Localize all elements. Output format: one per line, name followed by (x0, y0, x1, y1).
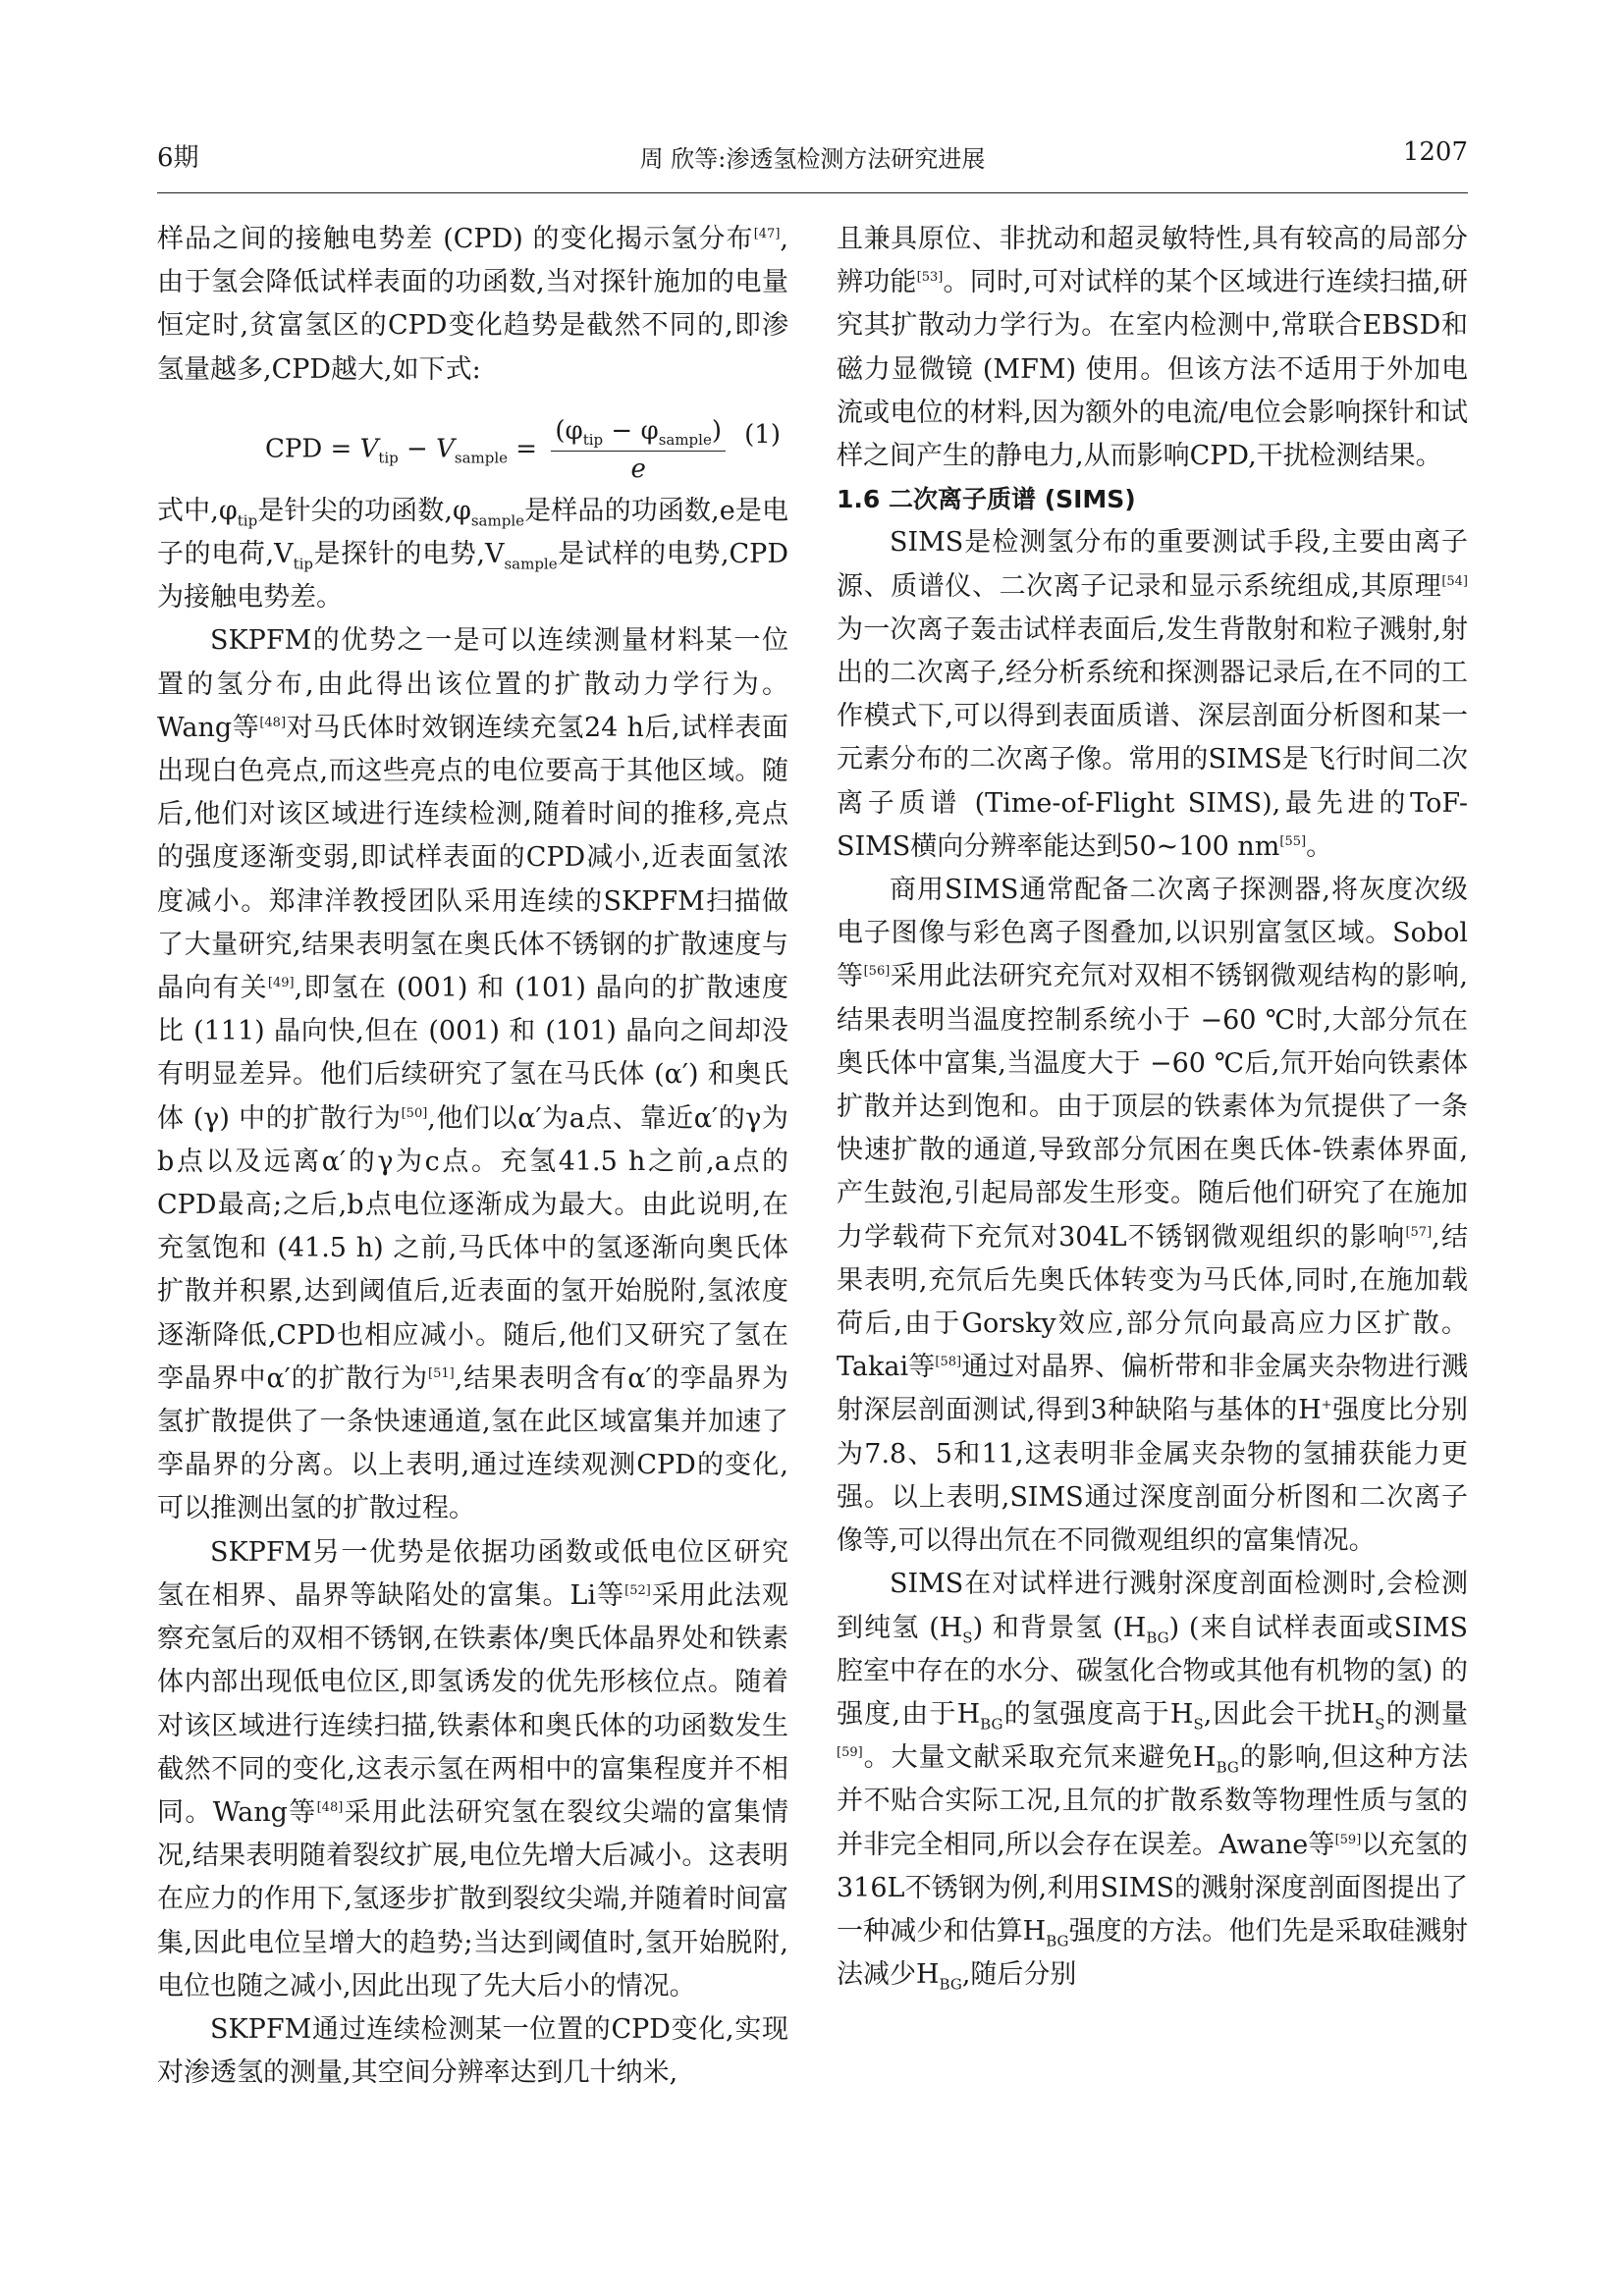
citation: [47] (753, 227, 781, 241)
page-number: 1207 (1402, 137, 1468, 167)
paragraph-skpfm-advantage-1: SKPFM的优势之一是可以连续测量材料某一位置的氢分布,由此得出该位置的扩散动力学行为。Wang等[48]对马氏体时效钢连续充氢24 h后,试样表面出现白色亮点,而这些亮点的电位要高于其他区域。随后,他们对该区域进行连续检测,随着时间的推移,亮点的强度逐渐变弱,即试样表面的CPD减小,近表面氢浓度减小。郑津洋教授团队采用连续的SKPFM扫描做了大量研究,结果表明氢在奥氏体不锈钢的扩散速度与晶向有关[49],即氢在 (001) 和 (101) 晶向的扩散速度比 (111) 晶向快,但在 (001) 和 (101) 晶向之间却没有明显差异。他们后续研究了氢在马氏体 (α′) 和奥氏体 (γ) 中的扩散行为[50],他们以α′为a点、靠近α′的γ为b点以及远离α′的γ为c点。充氢41.5 h之前,a点的CPD最高;之后,b点电位逐渐成为最大。由此说明,在充氢饱和 (41.5 h) 之前,马氏体中的氢逐渐向奥氏体扩散并积累,达到阈值后,近表面的氢开始脱附,氢浓度逐渐降低,CPD也相应减小。随后,他们又研究了氢在孪晶界中α′的扩散行为[51],结果表明含有α′的孪晶界为氢扩散提供了一条快速通道,氢在此区域富集并加速了孪晶界的分离。以上表明,通过连续观测CPD的变化,可以推测出氢的扩散过程。 (157, 625, 789, 1524)
citation: [55] (1279, 833, 1307, 849)
citation: [59] (1334, 1832, 1362, 1847)
citation: [48] (316, 1799, 344, 1815)
equation-1 (157, 392, 788, 490)
equation-formula: CPD = $V_{tip} - V_{sample}$ = $\frac{(\varphi_{tip} - \varphi_{sample})}{e}$ (265, 413, 726, 487)
equation-fraction: $\frac{(\varphi_{tip} - \varphi_{sample})}{e}$ (551, 413, 726, 487)
left-column (157, 218, 788, 2095)
paragraph-sims-commercial: 商用SIMS通常配备二次离子探测器,将灰度次级电子图像与彩色离子图叠加,以识别富氢区域。Sobol等[56]采用此法研究充氘对双相不锈钢微观结构的影响,结果表明当温度控制系统小于 −60 ℃时,大部分氘在奥氏体中富集,当温度大于 −60 ℃后,氘开始向铁素体扩散并达到饱和。由于顶层的铁素体为氘提供了一条快速扩散的通道,导致部分氘困在奥氏体-铁素体界面,产生鼓泡,引起局部发生形变。随后他们研究了在施加力学载荷下充氘对304L不锈钢微观组织的影响[57],结果表明,充氘后先奥氏体转变为马氏体,同时,在施加载荷后,由于Gorsky效应,部分氘向最高应力区扩散。Takai等[58]通过对晶界、偏析带和非金属夹杂物进行溅射深层剖面测试,得到3种缺陷与基体的H+强度比分别为7.8、5和11,这表明非金属夹杂物的氢捕获能力更强。以上表明,SIMS通过深度剖面分析图和二次离子像等,可以得出氘在不同微观组织的富集情况。 (837, 875, 1469, 1557)
right-column (837, 218, 1468, 1997)
citation: [48] (259, 715, 287, 730)
citation: [59] (837, 1745, 863, 1761)
equation-number: (1) (744, 419, 781, 450)
citation: [54] (1441, 573, 1468, 589)
paragraph-cpd-intro: 样品之间的接触电势差 (CPD) 的变化揭示氢分布[47],由于氢会降低试样表面的功函数,当对探针施加的电量恒定时,贫富氢区的CPD变化趋势是截然不同的,即渗氢量越多,CPD越大,如下式: (157, 224, 788, 385)
running-title: 周 欣等:渗透氢检测方法研究进展 (639, 145, 986, 173)
issue-label: 6期 (157, 143, 199, 173)
citation: [49] (267, 976, 295, 991)
citation: [50] (401, 1105, 428, 1121)
page-header (157, 137, 1468, 177)
paragraph-skpfm-continued: 且兼具原位、非扰动和超灵敏特性,具有较高的局部分辨功能[53]。同时,可对试样的某个区域进行连续扫描,研究其扩散动力学行为。在室内检测中,常联合EBSD和磁力显微镜 (MFM) 使用。但该方法不适用于外加电流或电位的材料,因为额外的电流/电位会影响探针和试样之间产生的静电力,从而影响CPD,干扰检测结果。 (837, 224, 1469, 472)
citation: [57] (1405, 1224, 1433, 1240)
citation: [53] (916, 270, 944, 286)
paragraph-skpfm-summary: SKPFM通过连续检测某一位置的CPD变化,实现对渗透氢的测量,其空间分辨率达到几十纳米, (157, 2013, 788, 2089)
paragraph-symbols: 式中$,\varphi_{tip}$是针尖的功函数$,\varphi_{sample}$是样品的功函数,e是电子的电荷$,V_{tip}$是探针的电势$,V_{sample}$是试样的电势,CPD为接触电势差。 (157, 495, 788, 614)
section-heading-sims: 1.6 二次离子质谱 (SIMS) (837, 485, 1136, 514)
citation: [51] (428, 1365, 455, 1381)
citation: [52] (624, 1582, 651, 1598)
citation: [58] (935, 1355, 962, 1370)
header-rule (157, 192, 1468, 193)
paragraph-skpfm-advantage-2: SKPFM另一优势是依据功函数或低电位区研究氢在相界、晶界等缺陷处的富集。Li等[52]采用此法观察充氢后的双相不锈钢,在铁素体/奥氏体晶界处和铁素体内部出现低电位区,即氢诱发的优先形核位点。随着对该区域进行连续扫描,铁素体和奥氏体的功函数发生截然不同的变化,这表示氢在两相中的富集程度并不相同。Wang等[48]采用此法研究氢在裂纹尖端的富集情况,结果表明随着裂纹扩展,电位先增大后减小。这表明在应力的作用下,氢逐步扩散到裂纹尖端,并随着时间富集,因此电位呈增大的趋势;当达到阈值时,氢开始脱附,电位也随之减小,因此出现了先大后小的情况。 (157, 1536, 788, 2002)
citation: [56] (863, 964, 891, 980)
paragraph-sims-principle: SIMS是检测氢分布的重要测试手段,主要由离子源、质谱仪、二次离子记录和显示系统组成,其原理[54]为一次离子轰击试样表面后,发生背散射和粒子溅射,射出的二次离子,经分析系统和探测器记录后,在不同的工作模式下,可以得到表面质谱、深层剖面分析图和某一元素分布的二次离子像。常用的SIMS是飞行时间二次离子质谱 (Time-of-Flight SIMS),最先进的ToF-SIMS横向分辨率能达到50~100 nm[55]。 (837, 527, 1468, 862)
paragraph-sims-depth-profile: SIMS在对试样进行溅射深度剖面检测时,会检测到纯氢 $(H_S)$ 和背景氢 $(H_{BG})$ (来自试样表面或SIMS腔室中存在的水分、碳氢化合物或其他有机物的氢) 的强度,由于$H_{BG}$的氢强度高于$H_S$,因此会干扰$H_S$的测量[59]。大量文献采取充氘来避免$H_{BG}$的影响,但这种方法并不贴合实际工况,且氘的扩散系数等物理性质与氢的并非完全相同,所以会存在误差。Awane等[59]以充氢的316L不锈钢为例,利用SIMS的溅射深度剖面图提出了一种减少和估算$H_{BG}$强度的方法。他们先是采取硅溅射法减少$H_{BG}$,随后分别 (837, 1569, 1469, 1994)
